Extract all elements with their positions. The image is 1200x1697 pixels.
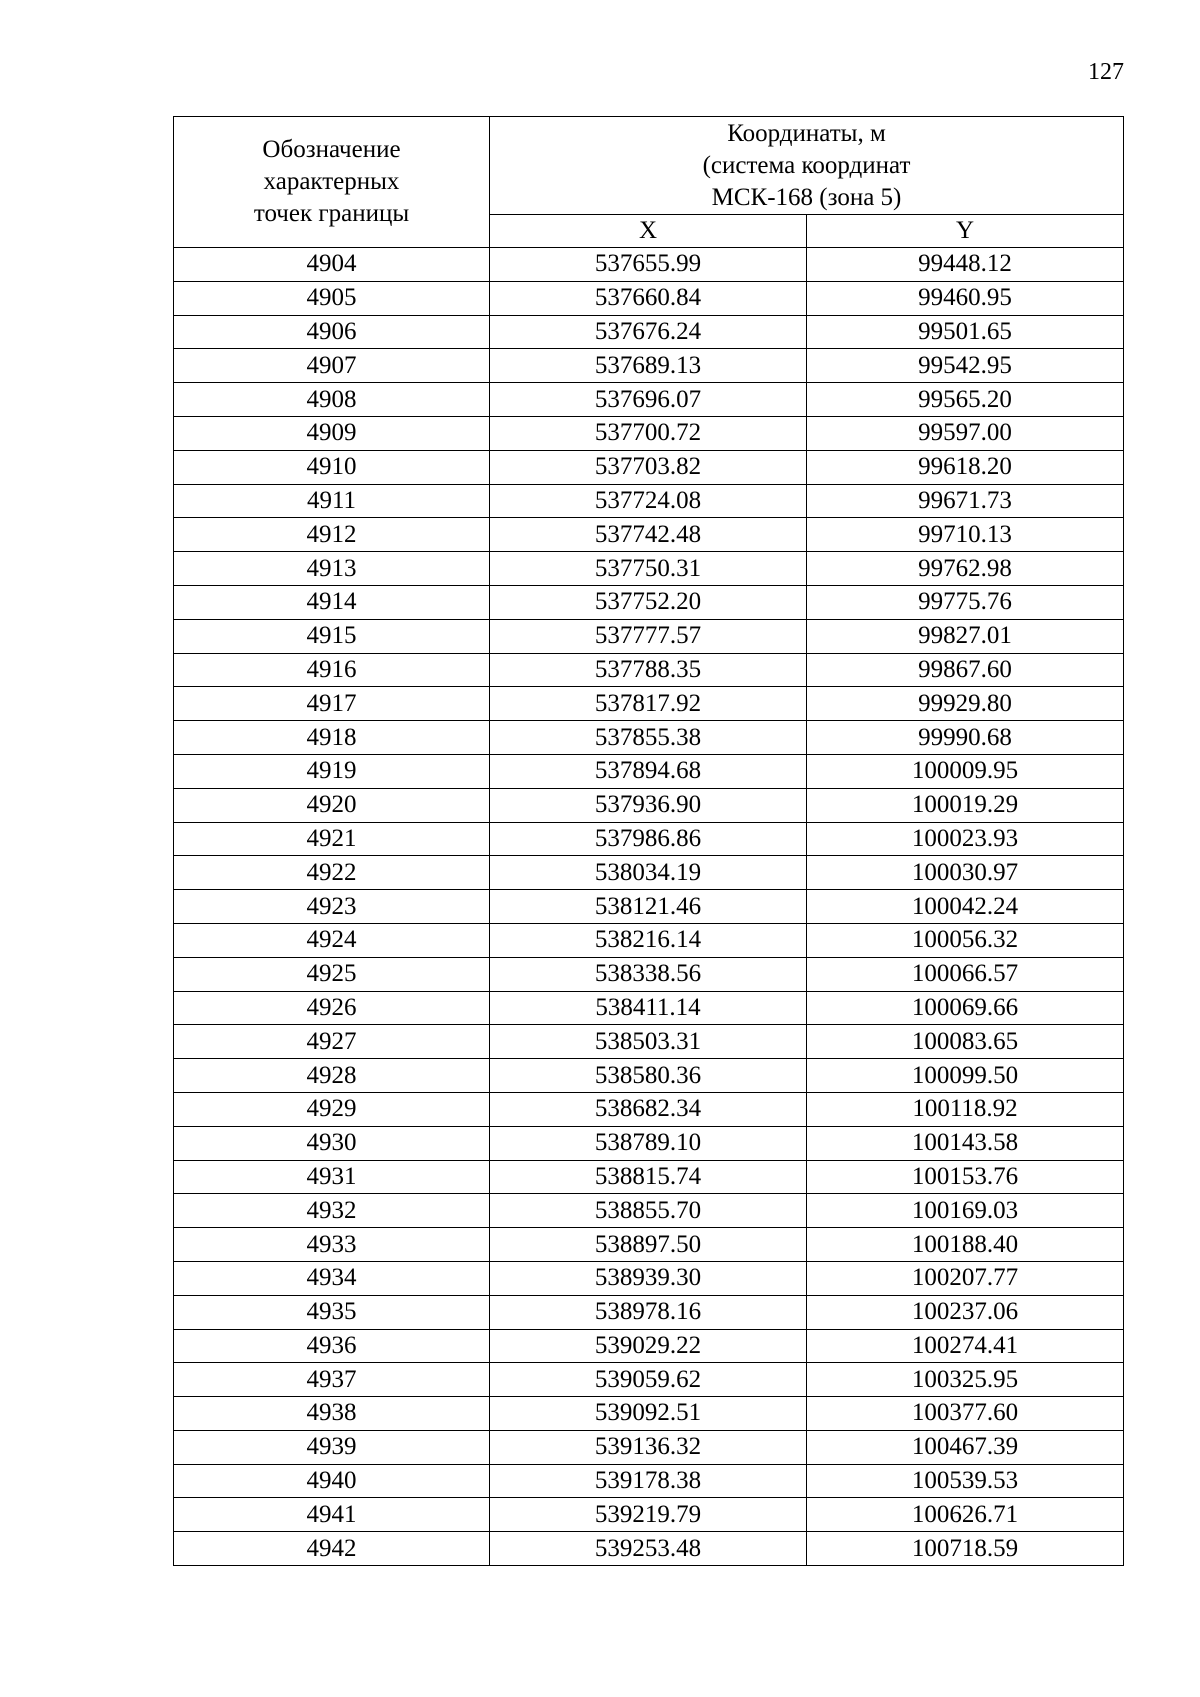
cell-x: 537777.57 — [490, 619, 807, 653]
cell-x: 538503.31 — [490, 1025, 807, 1059]
cell-point: 4912 — [174, 518, 490, 552]
table-row — [174, 1126, 1124, 1160]
cell-y: 100056.32 — [807, 923, 1124, 957]
table-row — [174, 1329, 1124, 1363]
cell-point: 4923 — [174, 890, 490, 924]
table-row — [174, 721, 1124, 755]
table-row — [174, 890, 1124, 924]
cell-y: 100377.60 — [807, 1397, 1124, 1431]
header-point-line: Обозначение — [262, 136, 401, 163]
cell-y: 100143.58 — [807, 1126, 1124, 1160]
cell-x: 538815.74 — [490, 1160, 807, 1194]
cell-x: 537750.31 — [490, 552, 807, 586]
cell-point: 4932 — [174, 1194, 490, 1228]
table-row — [174, 349, 1124, 383]
page-number: 127 — [1088, 59, 1124, 85]
cell-x: 537855.38 — [490, 721, 807, 755]
header-coords-line: МСК-168 (зона 5) — [711, 183, 902, 211]
table-row — [174, 1295, 1124, 1329]
cell-y: 100188.40 — [807, 1228, 1124, 1262]
header-row-main — [174, 117, 1124, 215]
cell-point: 4939 — [174, 1430, 490, 1464]
cell-x: 538034.19 — [490, 856, 807, 890]
cell-point: 4909 — [174, 416, 490, 450]
cell-y: 100069.66 — [807, 991, 1124, 1025]
cell-y: 100207.77 — [807, 1261, 1124, 1295]
table-row — [174, 856, 1124, 890]
cell-x: 539059.62 — [490, 1363, 807, 1397]
cell-x: 538216.14 — [490, 923, 807, 957]
cell-point: 4913 — [174, 552, 490, 586]
cell-x: 537936.90 — [490, 788, 807, 822]
cell-x: 538580.36 — [490, 1059, 807, 1093]
table-row — [174, 484, 1124, 518]
cell-x: 537655.99 — [490, 248, 807, 282]
table-row — [174, 991, 1124, 1025]
cell-point: 4908 — [174, 383, 490, 417]
table-row — [174, 754, 1124, 788]
table-row — [174, 416, 1124, 450]
table-row — [174, 1092, 1124, 1126]
cell-x: 538121.46 — [490, 890, 807, 924]
cell-point: 4942 — [174, 1532, 490, 1566]
cell-point: 4934 — [174, 1261, 490, 1295]
cell-point: 4910 — [174, 450, 490, 484]
table-row — [174, 1498, 1124, 1532]
cell-x: 538939.30 — [490, 1261, 807, 1295]
coordinates-table — [173, 116, 1124, 1566]
header-point-line: характерных — [263, 168, 400, 195]
table-row — [174, 788, 1124, 822]
cell-y: 99565.20 — [807, 383, 1124, 417]
cell-y: 100626.71 — [807, 1498, 1124, 1532]
table-row — [174, 822, 1124, 856]
cell-y: 99542.95 — [807, 349, 1124, 383]
cell-point: 4928 — [174, 1059, 490, 1093]
table-row — [174, 552, 1124, 586]
cell-point: 4929 — [174, 1092, 490, 1126]
cell-x: 538682.34 — [490, 1092, 807, 1126]
cell-y: 100169.03 — [807, 1194, 1124, 1228]
table-row — [174, 1532, 1124, 1566]
cell-y: 100325.95 — [807, 1363, 1124, 1397]
cell-y: 99671.73 — [807, 484, 1124, 518]
table-row — [174, 450, 1124, 484]
cell-point: 4927 — [174, 1025, 490, 1059]
cell-y: 100030.97 — [807, 856, 1124, 890]
table-row — [174, 923, 1124, 957]
table-row — [174, 1228, 1124, 1262]
table-row — [174, 1261, 1124, 1295]
table-body — [174, 248, 1124, 1566]
cell-point: 4906 — [174, 315, 490, 349]
table-row — [174, 1430, 1124, 1464]
header-coordinates — [490, 117, 1124, 215]
table-row — [174, 248, 1124, 282]
header-y: Y — [807, 215, 1124, 248]
cell-point: 4911 — [174, 484, 490, 518]
cell-point: 4937 — [174, 1363, 490, 1397]
table-row — [174, 1397, 1124, 1431]
cell-y: 99710.13 — [807, 518, 1124, 552]
cell-x: 538978.16 — [490, 1295, 807, 1329]
cell-point: 4935 — [174, 1295, 490, 1329]
cell-point: 4904 — [174, 248, 490, 282]
table-row — [174, 1025, 1124, 1059]
cell-x: 538411.14 — [490, 991, 807, 1025]
cell-point: 4930 — [174, 1126, 490, 1160]
cell-y: 99501.65 — [807, 315, 1124, 349]
cell-point: 4915 — [174, 619, 490, 653]
cell-point: 4938 — [174, 1397, 490, 1431]
table-row — [174, 957, 1124, 991]
cell-x: 537742.48 — [490, 518, 807, 552]
cell-point: 4926 — [174, 991, 490, 1025]
cell-x: 537986.86 — [490, 822, 807, 856]
cell-y: 99597.00 — [807, 416, 1124, 450]
cell-point: 4940 — [174, 1464, 490, 1498]
table-row — [174, 518, 1124, 552]
cell-x: 537817.92 — [490, 687, 807, 721]
cell-y: 100153.76 — [807, 1160, 1124, 1194]
cell-point: 4907 — [174, 349, 490, 383]
table-row — [174, 315, 1124, 349]
table-row — [174, 1160, 1124, 1194]
cell-point: 4924 — [174, 923, 490, 957]
cell-x: 537660.84 — [490, 281, 807, 315]
cell-y: 100042.24 — [807, 890, 1124, 924]
cell-y: 99990.68 — [807, 721, 1124, 755]
cell-y: 100023.93 — [807, 822, 1124, 856]
table-row — [174, 1363, 1124, 1397]
cell-point: 4941 — [174, 1498, 490, 1532]
cell-y: 100099.50 — [807, 1059, 1124, 1093]
cell-x: 539253.48 — [490, 1532, 807, 1566]
table-row — [174, 1194, 1124, 1228]
cell-y: 99448.12 — [807, 248, 1124, 282]
cell-y: 100083.65 — [807, 1025, 1124, 1059]
cell-x: 537700.72 — [490, 416, 807, 450]
table-row — [174, 653, 1124, 687]
cell-x: 537689.13 — [490, 349, 807, 383]
cell-x: 537703.82 — [490, 450, 807, 484]
cell-x: 539219.79 — [490, 1498, 807, 1532]
header-coords-line: (система координат — [702, 151, 911, 179]
cell-point: 4922 — [174, 856, 490, 890]
header-x: X — [490, 215, 807, 248]
cell-y: 99827.01 — [807, 619, 1124, 653]
cell-y: 100718.59 — [807, 1532, 1124, 1566]
cell-x: 537676.24 — [490, 315, 807, 349]
cell-x: 538789.10 — [490, 1126, 807, 1160]
cell-y: 99929.80 — [807, 687, 1124, 721]
cell-y: 100118.92 — [807, 1092, 1124, 1126]
cell-point: 4933 — [174, 1228, 490, 1262]
cell-y: 99762.98 — [807, 552, 1124, 586]
table-row — [174, 1464, 1124, 1498]
cell-point: 4919 — [174, 754, 490, 788]
header-coords-line: Координаты, м — [727, 119, 886, 147]
table-row — [174, 1059, 1124, 1093]
cell-point: 4925 — [174, 957, 490, 991]
table-row — [174, 687, 1124, 721]
cell-y: 99775.76 — [807, 585, 1124, 619]
cell-point: 4905 — [174, 281, 490, 315]
cell-x: 539178.38 — [490, 1464, 807, 1498]
cell-point: 4917 — [174, 687, 490, 721]
cell-point: 4936 — [174, 1329, 490, 1363]
header-point-line: точек границы — [253, 200, 410, 227]
cell-y: 99460.95 — [807, 281, 1124, 315]
table-row — [174, 585, 1124, 619]
cell-point: 4921 — [174, 822, 490, 856]
cell-x: 537894.68 — [490, 754, 807, 788]
cell-x: 537724.08 — [490, 484, 807, 518]
cell-y: 99618.20 — [807, 450, 1124, 484]
cell-x: 539136.32 — [490, 1430, 807, 1464]
cell-y: 99867.60 — [807, 653, 1124, 687]
table-row — [174, 383, 1124, 417]
table-header — [174, 117, 1124, 248]
cell-x: 537788.35 — [490, 653, 807, 687]
cell-x: 538897.50 — [490, 1228, 807, 1262]
cell-point: 4920 — [174, 788, 490, 822]
cell-point: 4931 — [174, 1160, 490, 1194]
cell-y: 100539.53 — [807, 1464, 1124, 1498]
cell-point: 4916 — [174, 653, 490, 687]
cell-x: 538338.56 — [490, 957, 807, 991]
table-row — [174, 281, 1124, 315]
header-point-designation — [174, 117, 490, 248]
cell-y: 100274.41 — [807, 1329, 1124, 1363]
cell-y: 100467.39 — [807, 1430, 1124, 1464]
cell-y: 100009.95 — [807, 754, 1124, 788]
cell-y: 100019.29 — [807, 788, 1124, 822]
cell-x: 537696.07 — [490, 383, 807, 417]
cell-x: 538855.70 — [490, 1194, 807, 1228]
table-row — [174, 619, 1124, 653]
cell-y: 100237.06 — [807, 1295, 1124, 1329]
cell-point: 4914 — [174, 585, 490, 619]
cell-x: 539092.51 — [490, 1397, 807, 1431]
cell-point: 4918 — [174, 721, 490, 755]
cell-x: 539029.22 — [490, 1329, 807, 1363]
cell-x: 537752.20 — [490, 585, 807, 619]
cell-y: 100066.57 — [807, 957, 1124, 991]
